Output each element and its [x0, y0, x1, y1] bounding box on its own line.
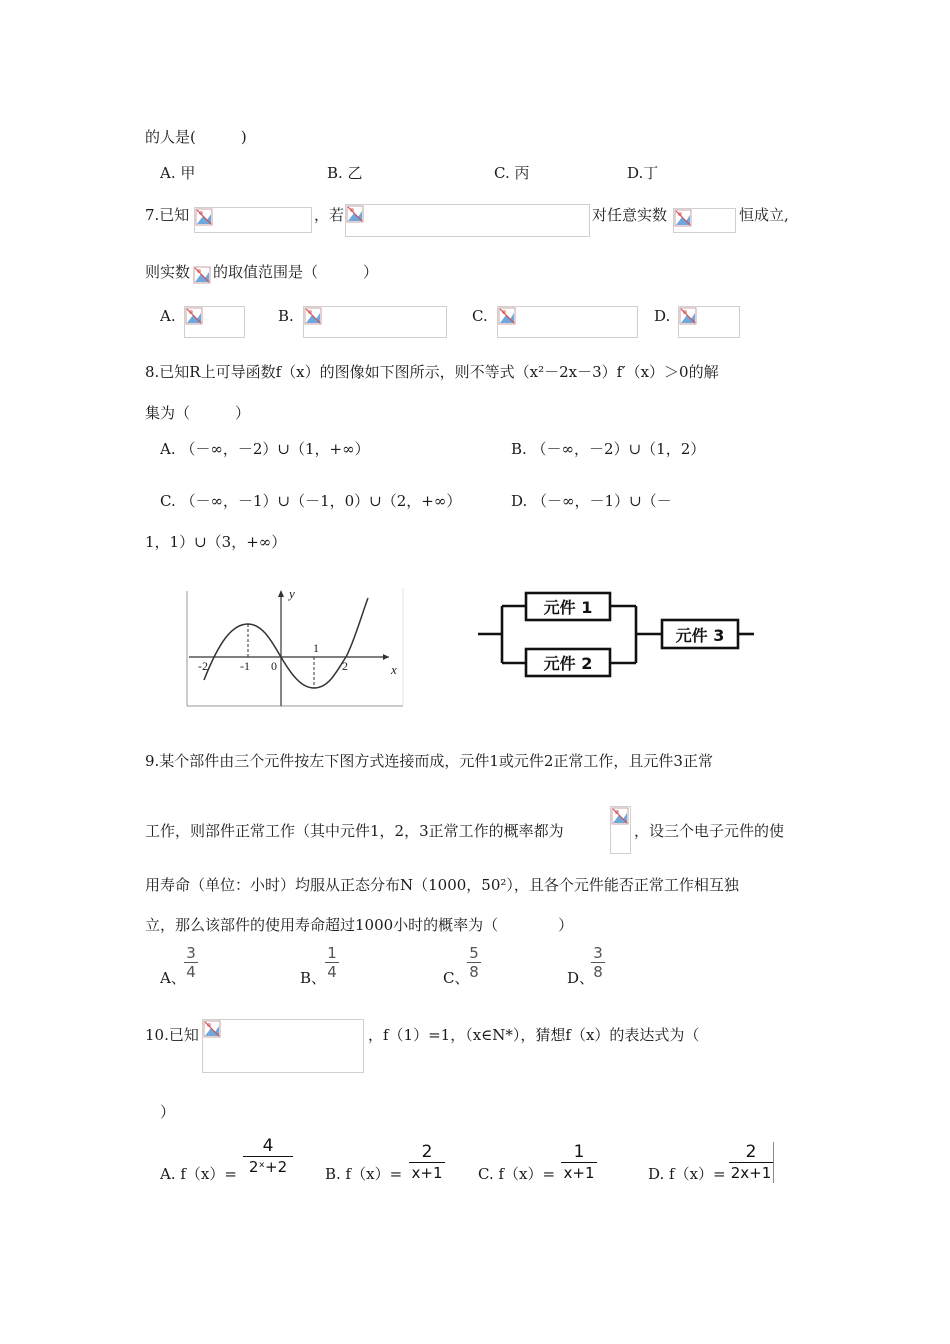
- q9-line-3: 用寿命（单位：小时）均服从正态分布N（1000，50²），且各个元件能否正常工作相互独: [145, 876, 739, 894]
- q9-option-d-fraction: [591, 945, 605, 980]
- q9-option-c-numerator: 5: [469, 944, 479, 962]
- q8-line-1: 8.已知R上可导函数f（x）的图像如下图所示，则不等式（x²－2x－3）f′（x）＞0的解: [145, 363, 719, 381]
- broken-image-icon: [611, 807, 629, 825]
- function-curve: [204, 598, 368, 688]
- q9-option-c-label: C、: [443, 969, 470, 987]
- q7-option-b-label: B.: [278, 307, 294, 325]
- q8-option-a: A. （－∞，－2）∪（1，+∞）: [160, 440, 370, 458]
- q10-option-d-fraction: [729, 1142, 774, 1183]
- q8-option-d-part1: D. （－∞，－1）∪（－: [511, 492, 672, 510]
- component-2-label: 元件 2: [543, 654, 593, 673]
- q7-option-d-image: [678, 306, 740, 338]
- q8-option-d-part2: 1，1）∪（3，+∞）: [145, 533, 287, 551]
- q10-line-2: ）: [160, 1103, 176, 1121]
- x-axis-arrow: [383, 654, 389, 660]
- broken-image-icon: [304, 307, 322, 325]
- function-graph: [184, 584, 406, 710]
- q6-option-a: A. 甲: [160, 164, 196, 182]
- y-axis-label: y: [289, 586, 295, 601]
- q9-option-b-label: B、: [300, 969, 327, 987]
- q7-option-a-image: [184, 306, 245, 338]
- q9-option-a-numerator: 3: [186, 944, 196, 962]
- broken-image-icon: [193, 266, 211, 284]
- x-axis-label: x: [391, 662, 397, 677]
- q7-text-4: 恒成立,: [739, 206, 789, 224]
- q7-text-3: 对任意实数: [592, 206, 668, 224]
- q7-text-1: 7.已知: [145, 206, 190, 224]
- broken-image-icon: [203, 1020, 221, 1038]
- q6-option-d: D.丁: [627, 164, 659, 182]
- q9-line-2-b: ，设三个电子元件的使: [634, 822, 785, 840]
- tick-label-2: 2: [342, 659, 348, 673]
- broken-image-icon: [674, 209, 692, 227]
- q7-formula-image-1: [194, 207, 312, 233]
- q7-option-c-image: [497, 306, 638, 338]
- q9-option-d-numerator: 3: [593, 944, 603, 962]
- q10-option-b-numerator: 2: [421, 1142, 433, 1162]
- y-axis-arrow: [278, 590, 284, 597]
- q7-text-2: ，若: [314, 206, 345, 224]
- broken-image-icon: [498, 307, 516, 325]
- q10-recurrence-image: [202, 1019, 364, 1073]
- q9-option-a-denominator: 4: [186, 963, 196, 981]
- q7-option-c-label: C.: [472, 307, 488, 325]
- component-1-label: 元件 1: [543, 598, 593, 617]
- tick-label-minus-2: -2: [198, 659, 208, 673]
- q7-option-b-image: [303, 306, 447, 338]
- tick-label-minus-1: -1: [240, 659, 250, 673]
- broken-image-icon: [185, 307, 203, 325]
- q10-option-b-denominator: x+1: [411, 1164, 443, 1182]
- q6-option-b: B. 乙: [327, 164, 363, 182]
- component-3-label: 元件 3: [675, 626, 725, 645]
- q9-option-a-fraction: [184, 945, 198, 980]
- q6-option-c: C. 丙: [494, 164, 530, 182]
- q9-option-c-denominator: 8: [469, 963, 479, 981]
- q7-option-d-label: D.: [654, 307, 671, 325]
- q10-option-b-fraction: [409, 1142, 445, 1183]
- q7-formula-image-3: [673, 208, 736, 233]
- q10-option-b-label: B. f（x）=: [325, 1165, 403, 1183]
- q10-text-2: ，f（1）=1，（x∈N*），猜想f（x）的表达式为（: [368, 1026, 700, 1044]
- q9-option-b-denominator: 4: [327, 963, 337, 981]
- tick-label-1: 1: [313, 641, 319, 655]
- q9-option-b-fraction: [325, 945, 339, 980]
- q9-option-c-fraction: [467, 945, 481, 980]
- q8-option-b: B. （－∞，－2）∪（1，2）: [511, 440, 706, 458]
- q9-probability-image: [610, 806, 631, 854]
- q10-option-a-numerator: 4: [262, 1136, 274, 1156]
- q10-option-c-fraction: [561, 1142, 597, 1183]
- q9-line-2-a: 工作，则部件正常工作（其中元件1，2，3正常工作的概率都为: [145, 822, 564, 840]
- q9-option-d-denominator: 8: [593, 963, 603, 981]
- q9-option-b-numerator: 1: [327, 944, 337, 962]
- q10-option-a-denominator: 2ˣ+2: [248, 1158, 288, 1176]
- q7-formula-image-2: [345, 204, 590, 237]
- q6-tail: 的人是( ): [145, 128, 247, 146]
- q10-option-c-numerator: 1: [573, 1142, 585, 1162]
- q9-option-d-label: D、: [567, 969, 595, 987]
- q9-line-1: 9.某个部件由三个元件按左下图方式连接而成，元件1或元件2正常工作，且元件3正常: [145, 752, 713, 770]
- q10-option-d-denominator: 2x+1: [730, 1164, 772, 1182]
- q9-option-a-label: A、: [160, 969, 186, 987]
- q10-option-d-numerator: 2: [745, 1142, 757, 1162]
- q10-option-d-label: D. f（x）=: [648, 1165, 726, 1183]
- q10-option-a-fraction: [243, 1136, 293, 1177]
- tick-label-0: 0: [271, 659, 277, 673]
- q7-option-a-label: A.: [160, 307, 176, 325]
- broken-image-icon: [679, 307, 697, 325]
- circuit-diagram: [474, 588, 756, 684]
- q8-line-2: 集为（ ）: [145, 404, 251, 422]
- broken-image-icon: [195, 208, 213, 226]
- q10-option-c-denominator: x+1: [563, 1164, 595, 1182]
- q10-text-1: 10.已知: [145, 1026, 199, 1044]
- q8-option-c: C. （－∞，－1）∪（－1，0）∪（2，+∞）: [160, 492, 462, 510]
- q10-option-a-label: A. f（x）=: [160, 1165, 237, 1183]
- q10-option-c-label: C. f（x）=: [478, 1165, 556, 1183]
- q7-variable-image: [193, 266, 213, 286]
- broken-image-icon: [346, 205, 364, 223]
- q7-line2-b: 的取值范围是（ ）: [213, 263, 379, 281]
- q9-line-4: 立，那么该部件的使用寿命超过1000小时的概率为（ ）: [145, 916, 574, 934]
- q7-line2-a: 则实数: [145, 263, 191, 281]
